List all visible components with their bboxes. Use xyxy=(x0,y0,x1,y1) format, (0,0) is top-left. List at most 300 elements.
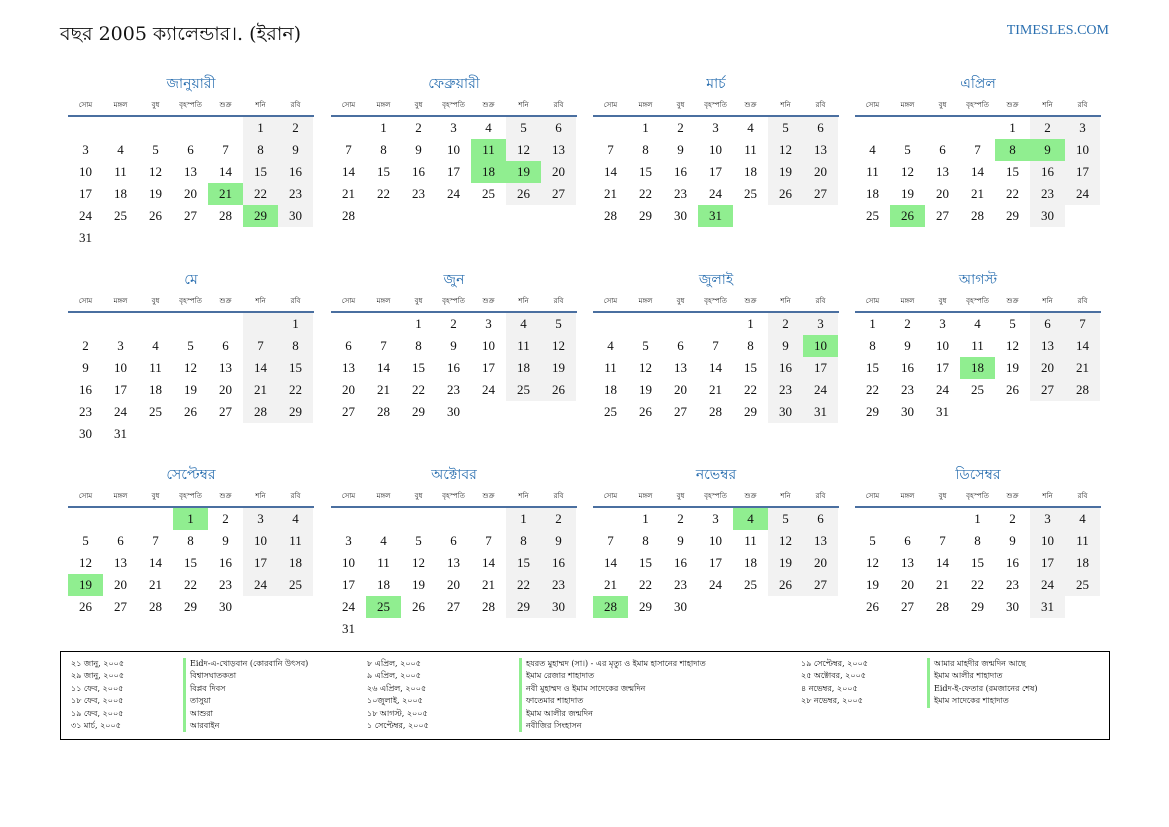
day-cell: 25 xyxy=(149,404,162,419)
day-cell: 22 xyxy=(744,382,757,397)
day-cell: 11 xyxy=(149,360,162,375)
day-cell: 13 xyxy=(447,555,460,570)
day-cell: 7 xyxy=(1065,313,1100,335)
day-cell: 5 xyxy=(415,533,422,548)
weekday-label: শনি xyxy=(518,101,529,109)
day-cell: 16 xyxy=(674,164,687,179)
day-cell: 19 xyxy=(866,577,879,592)
day-cell: 22 xyxy=(243,183,278,205)
month-calendar xyxy=(855,73,1101,227)
empty-cell xyxy=(331,313,366,335)
day-cell: 21 xyxy=(971,186,984,201)
day-grid xyxy=(331,508,577,640)
empty-cell xyxy=(663,313,698,335)
holiday-date: ৩১ মার্চ, ২০০৫ xyxy=(71,720,121,730)
holiday-date: ৪ নভেম্বর, ২০০৫ xyxy=(801,683,858,693)
day-cell: 7 xyxy=(222,142,229,157)
day-cell: 19 xyxy=(541,357,576,379)
day-grid xyxy=(68,117,314,249)
empty-cell xyxy=(173,313,208,335)
day-cell: 1 xyxy=(974,511,981,526)
day-cell: 10 xyxy=(1065,139,1100,161)
day-cell: 11 xyxy=(744,533,757,548)
holiday-name: বিশ্বাসঘাতকতা xyxy=(183,670,308,682)
weekday-label: রবি xyxy=(290,297,301,305)
day-cell: 27 xyxy=(114,599,127,614)
day-cell: 6 xyxy=(1030,313,1065,335)
day-cell: 24 xyxy=(709,577,722,592)
day-cell: 10 xyxy=(709,142,722,157)
day-cell: 14 xyxy=(604,164,617,179)
day-cell: 11 xyxy=(506,335,541,357)
day-cell: 25 xyxy=(278,574,313,596)
weekday-label: শুক্র xyxy=(1006,492,1019,500)
day-cell: 31 xyxy=(803,401,838,423)
site-name[interactable]: TIMESLES.COM xyxy=(1006,23,1109,38)
day-cell: 18 xyxy=(149,382,162,397)
day-cell: 5 xyxy=(869,533,876,548)
day-cell: 17 xyxy=(447,164,460,179)
day-cell: 5 xyxy=(152,142,159,157)
day-cell: 25 xyxy=(866,208,879,223)
month-name: মার্চ xyxy=(706,76,726,92)
day-cell: 1 xyxy=(642,120,649,135)
day-cell: 12 xyxy=(412,555,425,570)
weekday-label: শুক্র xyxy=(482,101,495,109)
day-cell: 15 xyxy=(744,360,757,375)
day-cell: 17 xyxy=(709,555,722,570)
weekday-header xyxy=(331,486,577,508)
empty-cell xyxy=(366,508,401,530)
day-cell: 4 xyxy=(117,142,124,157)
day-cell: 3 xyxy=(450,120,457,135)
empty-cell xyxy=(331,117,366,139)
weekday-label: সোম xyxy=(603,297,618,305)
holiday-date: ১৮ আগস্ট, ২০০৫ xyxy=(367,708,428,718)
weekday-label: সোম xyxy=(78,297,93,305)
month-name: জুলাই xyxy=(698,272,734,288)
day-cell: 4 xyxy=(974,316,981,331)
weekday-label: মঙ্গল xyxy=(376,101,391,109)
day-cell: 1 xyxy=(869,316,876,331)
day-cell: 9 xyxy=(1009,533,1016,548)
day-cell: 16 xyxy=(79,382,92,397)
holiday-day-cell: 9 xyxy=(1030,139,1065,161)
day-cell: 18 xyxy=(377,577,390,592)
empty-cell xyxy=(855,508,890,530)
day-cell: 17 xyxy=(1065,161,1100,183)
holiday-day-cell: 21 xyxy=(208,183,243,205)
day-cell: 28 xyxy=(149,599,162,614)
day-cell: 25 xyxy=(506,379,541,401)
weekday-label: রবি xyxy=(1077,492,1088,500)
day-cell: 24 xyxy=(342,599,355,614)
day-cell: 15 xyxy=(412,360,425,375)
day-cell: 28 xyxy=(1065,379,1100,401)
empty-cell xyxy=(890,508,925,530)
day-cell: 18 xyxy=(866,186,879,201)
day-cell: 27 xyxy=(803,574,838,596)
day-cell: 26 xyxy=(412,599,425,614)
day-cell: 7 xyxy=(152,533,159,548)
day-cell: 24 xyxy=(447,186,460,201)
day-cell: 8 xyxy=(869,338,876,353)
day-cell: 30 xyxy=(674,599,687,614)
holiday-name: তাসুয়া xyxy=(183,695,308,707)
day-cell: 8 xyxy=(380,142,387,157)
day-cell: 14 xyxy=(709,360,722,375)
day-cell: 11 xyxy=(971,338,984,353)
day-cell: 22 xyxy=(639,577,652,592)
day-cell: 29 xyxy=(506,596,541,618)
day-cell: 25 xyxy=(604,404,617,419)
day-cell: 17 xyxy=(243,552,278,574)
weekday-header xyxy=(68,95,314,117)
holiday-dates-col-1 xyxy=(71,658,124,732)
month-calendar xyxy=(331,269,577,423)
day-cell: 23 xyxy=(412,186,425,201)
day-cell: 6 xyxy=(187,142,194,157)
day-cell: 3 xyxy=(1030,508,1065,530)
weekday-label: শুক্র xyxy=(219,101,232,109)
holiday-date: ১৮ ফেব, ২০০৫ xyxy=(71,696,124,706)
month-calendar xyxy=(855,269,1101,423)
day-cell: 4 xyxy=(869,142,876,157)
day-cell: 11 xyxy=(866,164,879,179)
day-cell: 2 xyxy=(415,120,422,135)
day-cell: 13 xyxy=(803,530,838,552)
weekday-label: শনি xyxy=(255,492,266,500)
empty-cell xyxy=(628,313,663,335)
day-cell: 14 xyxy=(482,555,495,570)
day-grid xyxy=(593,117,839,227)
holiday-names-col-1 xyxy=(183,658,308,732)
month-calendar xyxy=(593,269,839,423)
day-cell: 27 xyxy=(342,404,355,419)
day-cell: 20 xyxy=(936,186,949,201)
holiday-name: বিপ্লব দিবস xyxy=(183,683,308,695)
day-cell: 10 xyxy=(447,142,460,157)
day-cell: 25 xyxy=(744,577,757,592)
holiday-name: আমার মাহদীর জন্মদিন আছে xyxy=(927,658,1038,670)
day-cell: 19 xyxy=(149,186,162,201)
day-cell: 29 xyxy=(412,404,425,419)
day-cell: 30 xyxy=(541,596,576,618)
weekday-label: বুধ xyxy=(938,297,947,305)
weekday-label: মঙ্গল xyxy=(900,492,915,500)
day-cell: 23 xyxy=(278,183,313,205)
day-cell: 9 xyxy=(82,360,89,375)
day-cell: 18 xyxy=(604,382,617,397)
day-cell: 23 xyxy=(674,186,687,201)
weekday-header xyxy=(68,291,314,313)
day-cell: 3 xyxy=(82,142,89,157)
day-cell: 19 xyxy=(184,382,197,397)
day-cell: 20 xyxy=(674,382,687,397)
day-cell: 20 xyxy=(114,577,127,592)
empty-cell xyxy=(331,508,366,530)
day-cell: 29 xyxy=(866,404,879,419)
weekday-label: শুক্র xyxy=(744,101,757,109)
day-cell: 30 xyxy=(1006,599,1019,614)
day-cell: 5 xyxy=(1009,316,1016,331)
day-cell: 6 xyxy=(450,533,457,548)
day-cell: 21 xyxy=(482,577,495,592)
day-cell: 10 xyxy=(243,530,278,552)
day-cell: 22 xyxy=(971,577,984,592)
day-cell: 9 xyxy=(278,139,313,161)
holiday-day-cell: 18 xyxy=(471,161,506,183)
weekday-label: শনি xyxy=(255,101,266,109)
month-calendar xyxy=(331,73,577,227)
weekday-label: মঙ্গল xyxy=(900,101,915,109)
weekday-label: শনি xyxy=(1042,492,1053,500)
holiday-day-cell: 25 xyxy=(366,596,401,618)
day-cell: 14 xyxy=(1065,335,1100,357)
day-cell: 27 xyxy=(936,208,949,223)
day-cell: 8 xyxy=(642,142,649,157)
holiday-name: আশুরা xyxy=(183,708,308,720)
weekday-header xyxy=(331,95,577,117)
weekday-label: শনি xyxy=(780,297,791,305)
weekday-header xyxy=(855,291,1101,313)
month-calendar xyxy=(593,73,839,227)
holiday-day-cell: 1 xyxy=(173,508,208,530)
day-cell: 28 xyxy=(482,599,495,614)
day-cell: 1 xyxy=(747,316,754,331)
month-calendar xyxy=(68,269,314,445)
day-cell: 3 xyxy=(243,508,278,530)
day-cell: 3 xyxy=(1065,117,1100,139)
day-cell: 16 xyxy=(447,360,460,375)
day-cell: 29 xyxy=(1006,208,1019,223)
empty-cell xyxy=(103,313,138,335)
empty-cell xyxy=(401,508,436,530)
day-cell: 11 xyxy=(278,530,313,552)
day-cell: 4 xyxy=(152,338,159,353)
weekday-label: শনি xyxy=(255,297,266,305)
day-cell: 26 xyxy=(184,404,197,419)
day-cell: 26 xyxy=(639,404,652,419)
month-name: আগস্ট xyxy=(958,272,998,288)
holiday-day-cell: 10 xyxy=(803,335,838,357)
weekday-label: রবি xyxy=(815,101,826,109)
empty-cell xyxy=(471,508,506,530)
holiday-name: আরবাইন xyxy=(183,720,308,732)
holiday-dates-col-2 xyxy=(367,658,429,732)
day-cell: 24 xyxy=(243,574,278,596)
day-cell: 12 xyxy=(149,164,162,179)
day-cell: 16 xyxy=(278,161,313,183)
weekday-label: মঙ্গল xyxy=(900,297,915,305)
empty-cell xyxy=(103,117,138,139)
holiday-day-cell: 28 xyxy=(593,596,628,618)
day-cell: 27 xyxy=(447,599,460,614)
day-cell: 1 xyxy=(278,313,313,335)
day-cell: 20 xyxy=(1030,357,1065,379)
weekday-label: বুধ xyxy=(938,101,947,109)
day-cell: 20 xyxy=(219,382,232,397)
day-cell: 4 xyxy=(278,508,313,530)
weekday-label: বৃহস্পতি xyxy=(966,101,989,109)
day-cell: 7 xyxy=(380,338,387,353)
empty-cell xyxy=(68,508,103,530)
weekday-label: মঙ্গল xyxy=(376,297,391,305)
day-cell: 9 xyxy=(541,530,576,552)
day-cell: 28 xyxy=(709,404,722,419)
weekday-label: শুক্র xyxy=(744,492,757,500)
day-cell: 3 xyxy=(117,338,124,353)
day-cell: 6 xyxy=(117,533,124,548)
day-cell: 24 xyxy=(114,404,127,419)
weekday-label: মঙ্গল xyxy=(638,492,653,500)
day-cell: 6 xyxy=(939,142,946,157)
weekday-header xyxy=(593,95,839,117)
holiday-dates-col-3 xyxy=(801,658,868,708)
weekday-label: মঙ্গল xyxy=(113,492,128,500)
day-cell: 17 xyxy=(342,577,355,592)
weekday-header xyxy=(593,291,839,313)
day-grid xyxy=(855,313,1101,423)
day-cell: 28 xyxy=(971,208,984,223)
day-cell: 21 xyxy=(243,379,278,401)
day-cell: 17 xyxy=(709,164,722,179)
month-calendar xyxy=(855,464,1101,618)
day-cell: 20 xyxy=(447,577,460,592)
month-name: নভেম্বর xyxy=(695,467,737,483)
day-cell: 20 xyxy=(803,161,838,183)
day-cell: 31 xyxy=(79,230,92,245)
day-cell: 25 xyxy=(1065,574,1100,596)
day-cell: 13 xyxy=(674,360,687,375)
day-cell: 12 xyxy=(901,164,914,179)
day-cell: 19 xyxy=(412,577,425,592)
day-cell: 12 xyxy=(541,335,576,357)
day-cell: 23 xyxy=(768,379,803,401)
day-cell: 8 xyxy=(642,533,649,548)
weekday-label: রবি xyxy=(290,101,301,109)
day-cell: 9 xyxy=(768,335,803,357)
day-cell: 9 xyxy=(415,142,422,157)
weekday-label: সোম xyxy=(341,297,356,305)
holiday-name: ফাতেমার শাহাদাত xyxy=(519,695,706,707)
holiday-date: ২৬ এপ্রিল, ২০০৫ xyxy=(367,683,427,693)
day-cell: 19 xyxy=(768,552,803,574)
holiday-name: Eidদ-এ-খোড়বান (কোরবানি উৎসব) xyxy=(183,658,308,670)
day-cell: 12 xyxy=(639,360,652,375)
day-cell: 16 xyxy=(1030,161,1065,183)
day-cell: 4 xyxy=(485,120,492,135)
day-cell: 21 xyxy=(1065,357,1100,379)
day-cell: 22 xyxy=(184,577,197,592)
weekday-label: বৃহস্পতি xyxy=(704,101,727,109)
day-cell: 3 xyxy=(345,533,352,548)
weekday-label: শনি xyxy=(1042,101,1053,109)
weekday-label: রবি xyxy=(815,297,826,305)
day-cell: 11 xyxy=(377,555,390,570)
empty-cell xyxy=(593,508,628,530)
month-name: অক্টোবর xyxy=(431,467,477,483)
weekday-label: সোম xyxy=(341,492,356,500)
day-cell: 13 xyxy=(901,555,914,570)
day-cell: 30 xyxy=(901,404,914,419)
day-cell: 24 xyxy=(709,186,722,201)
day-cell: 9 xyxy=(450,338,457,353)
day-cell: 10 xyxy=(1030,530,1065,552)
day-cell: 21 xyxy=(604,186,617,201)
day-cell: 6 xyxy=(541,117,576,139)
weekday-label: বুধ xyxy=(676,492,685,500)
empty-cell xyxy=(138,313,173,335)
day-cell: 18 xyxy=(744,164,757,179)
weekday-label: শুক্র xyxy=(1006,297,1019,305)
month-calendar xyxy=(68,73,314,249)
day-cell: 2 xyxy=(1009,511,1016,526)
day-cell: 26 xyxy=(79,599,92,614)
weekday-header xyxy=(855,486,1101,508)
empty-cell xyxy=(243,313,278,335)
day-cell: 25 xyxy=(482,186,495,201)
day-cell: 16 xyxy=(219,555,232,570)
weekday-header xyxy=(331,291,577,313)
day-cell: 17 xyxy=(936,360,949,375)
day-cell: 6 xyxy=(677,338,684,353)
day-cell: 13 xyxy=(342,360,355,375)
day-cell: 24 xyxy=(803,379,838,401)
day-cell: 8 xyxy=(187,533,194,548)
holiday-day-cell: 8 xyxy=(995,139,1030,161)
day-cell: 11 xyxy=(1065,530,1100,552)
empty-cell xyxy=(173,117,208,139)
empty-cell xyxy=(208,117,243,139)
day-cell: 5 xyxy=(82,533,89,548)
day-cell: 21 xyxy=(377,382,390,397)
day-cell: 14 xyxy=(377,360,390,375)
day-cell: 7 xyxy=(607,533,614,548)
day-cell: 14 xyxy=(936,555,949,570)
day-cell: 16 xyxy=(901,360,914,375)
weekday-label: সোম xyxy=(603,101,618,109)
day-cell: 25 xyxy=(114,208,127,223)
page-title: বছর 2005 ক্যালেন্ডার।. (ইরান) xyxy=(60,23,302,45)
day-cell: 6 xyxy=(803,117,838,139)
empty-cell xyxy=(436,508,471,530)
day-cell: 27 xyxy=(1030,379,1065,401)
day-cell: 26 xyxy=(768,574,803,596)
day-cell: 2 xyxy=(222,511,229,526)
day-cell: 17 xyxy=(79,186,92,201)
day-cell: 21 xyxy=(342,186,355,201)
day-cell: 7 xyxy=(345,142,352,157)
weekday-label: বুধ xyxy=(676,297,685,305)
weekday-label: সোম xyxy=(78,492,93,500)
day-cell: 19 xyxy=(639,382,652,397)
day-cell: 7 xyxy=(712,338,719,353)
day-cell: 25 xyxy=(971,382,984,397)
day-cell: 3 xyxy=(485,316,492,331)
day-cell: 16 xyxy=(1006,555,1019,570)
day-cell: 14 xyxy=(219,164,232,179)
day-cell: 6 xyxy=(222,338,229,353)
empty-cell xyxy=(366,313,401,335)
empty-cell xyxy=(103,508,138,530)
day-cell: 27 xyxy=(541,183,576,205)
day-cell: 4 xyxy=(380,533,387,548)
day-cell: 23 xyxy=(219,577,232,592)
weekday-label: বুধ xyxy=(151,101,160,109)
day-cell: 8 xyxy=(506,530,541,552)
weekday-label: বুধ xyxy=(151,492,160,500)
